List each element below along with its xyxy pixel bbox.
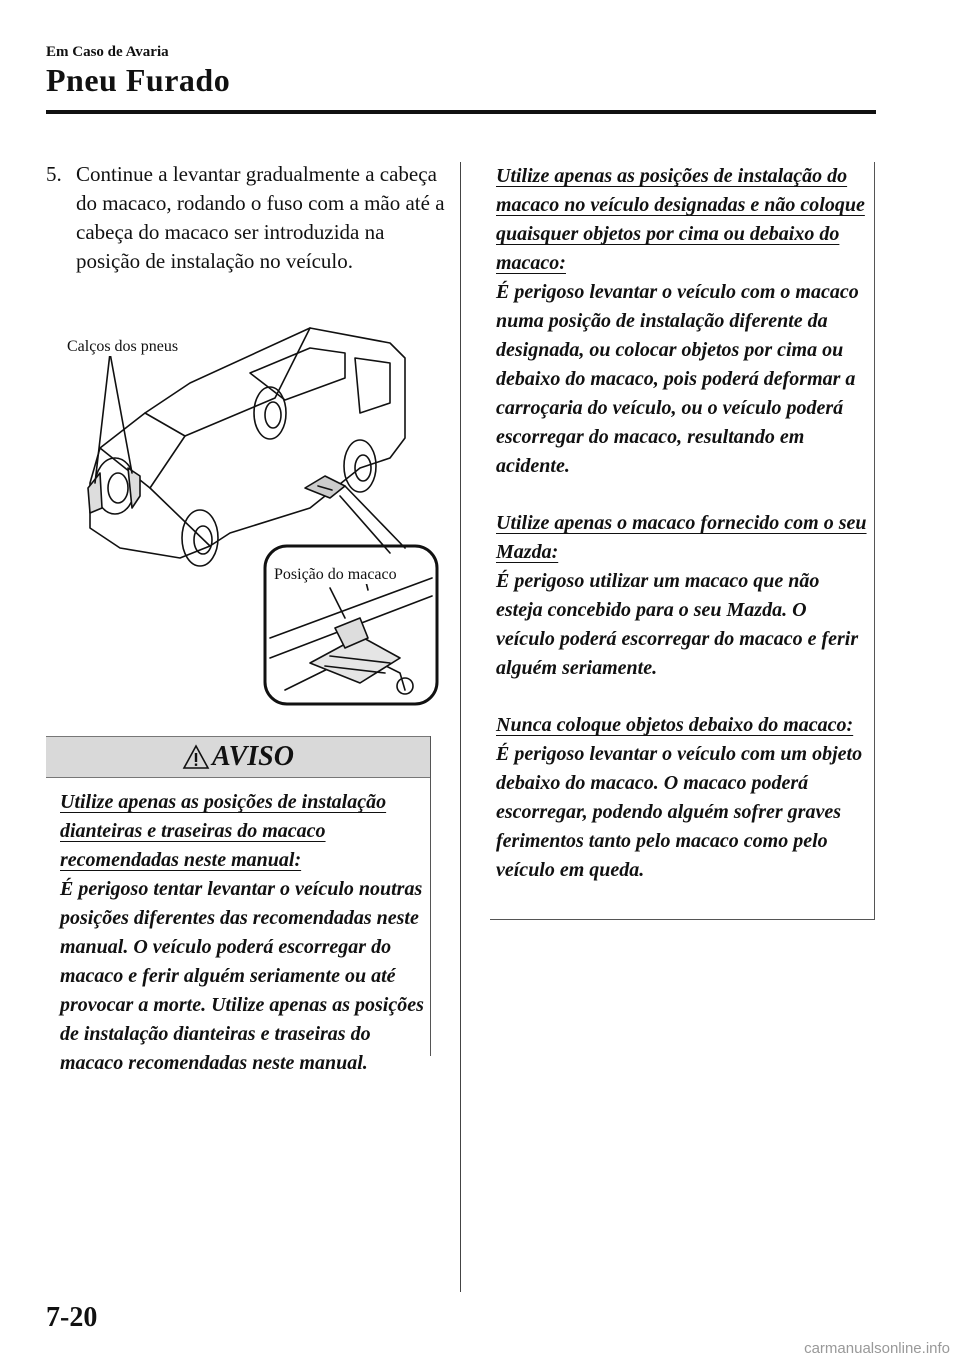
warning-box-right (490, 162, 875, 920)
warning-paragraph (496, 711, 868, 885)
page-number: 7-20 (46, 1302, 98, 1333)
warning-paragraph (496, 162, 868, 481)
warning-box-left (46, 736, 431, 1074)
step-5 (46, 160, 446, 276)
chock-right (128, 468, 140, 508)
watermark: carmanualsonline.info (804, 1340, 950, 1357)
car-side-window (250, 348, 345, 400)
step-number: 5. (46, 162, 62, 186)
warning-title: AVISO (212, 741, 294, 772)
car-jack-drawing (60, 318, 445, 713)
warning-heading: Utilize apenas as posições de instalação do macaco no veículo designadas e não coloque quaisquer objetos por cima ou debaixo do macaco: (496, 165, 865, 274)
label-wheel-chocks: Calços dos pneus (67, 338, 179, 355)
label-jack-position: Posição do macaco (274, 566, 397, 583)
warning-right-body (496, 162, 868, 913)
car-hood (100, 448, 210, 546)
car-body (90, 328, 405, 558)
page-title: Pneu Furado (46, 62, 231, 98)
warning-left-text: É perigoso tentar levantar o veículo noutras posições diferentes das recomendadas neste manual. O veículo poderá escorregar do macaco e ferir alguém seriamente ou até provocar a morte. Utilize apenas as posições de instalação dianteiras e traseiras do macaco recomendadas neste manual. (60, 878, 424, 1074)
column-divider (460, 162, 461, 1292)
inset-detail (270, 573, 432, 694)
warning-heading: Utilize apenas o macaco fornecido com o seu Mazda: (496, 512, 867, 563)
car-rear-window (355, 358, 390, 413)
warning-heading: Nunca coloque objetos debaixo do macaco: (496, 714, 854, 736)
section-label: Em Caso de Avaria (46, 44, 169, 60)
warning-text: É perigoso levantar o veículo com o macaco numa posição de instalação diferente da designada, ou colocar objetos por cima ou debaixo do macaco, pois poderá deformar a carroçaria do veículo, ou o veículo poderá escorregar do macaco, resultando em acidente. (496, 281, 859, 477)
warning-triangle-icon (182, 744, 210, 770)
step-text: Continue a levantar gradualmente a cabeça do macaco, rodando o fuso com a mão até a cabeça do macaco ser introduzida na posição de instalação no veículo. (76, 162, 445, 273)
warning-header (46, 736, 430, 778)
title-rule (46, 110, 876, 114)
warning-paragraph (496, 509, 868, 683)
warning-left-body (60, 788, 426, 1078)
warning-text: É perigoso levantar o veículo com um objeto debaixo do macaco. O macaco poderá escorregar, podendo alguém sofrer graves ferimentos tanto pelo macaco como pelo veículo em queda. (496, 743, 863, 881)
jack (305, 476, 345, 498)
jack-illustration (60, 318, 445, 713)
warning-left-heading: Utilize apenas as posições de instalação dianteiras e traseiras do macaco recomendadas neste manual: (60, 791, 387, 871)
warning-text: É perigoso utilizar um macaco que não esteja concebido para o seu Mazda. O veículo poderá escorregar do macaco e ferir alguém seriamente. (496, 570, 859, 679)
